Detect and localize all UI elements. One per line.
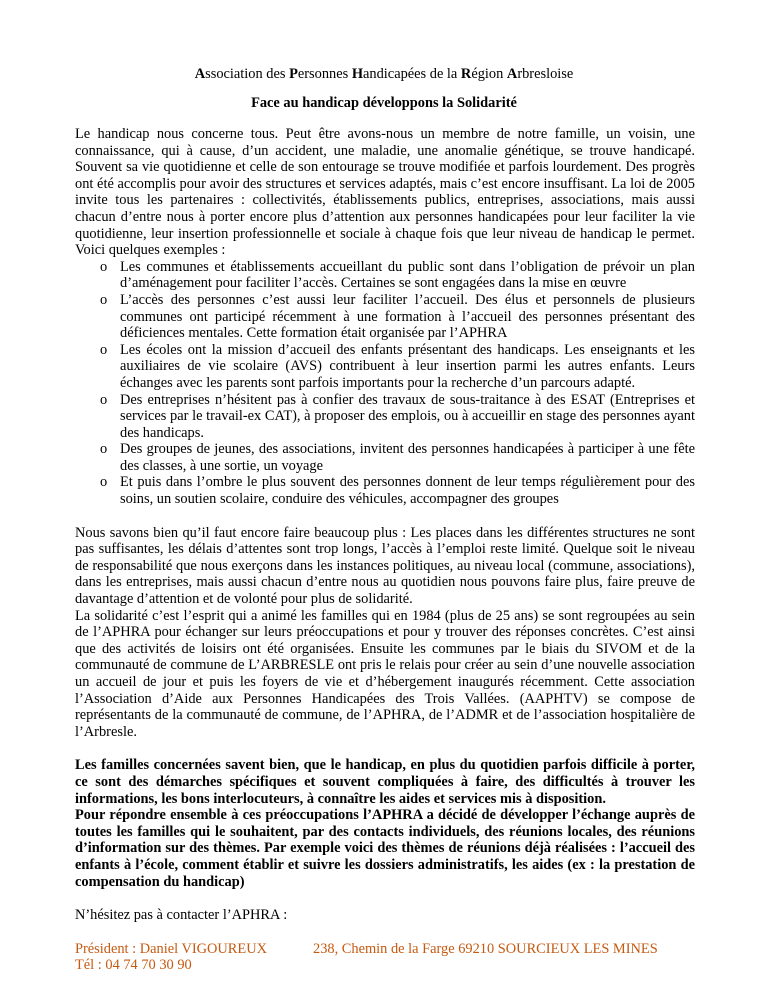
document-body bbox=[75, 126, 695, 975]
org-word-5: rbresloise bbox=[517, 66, 574, 82]
intro-paragraph: Le handicap nous concerne tous. Peut être avons-nous un membre de notre famille, un voisin, une connaissance, qui à cause, d’un accident, une maladie, une anomalie génétique, se trouve handicapé. Souvent sa vie quotidienne et celle de son entourage se trouve modifiée et parfois lourdement. Des progrès ont été accomplis pour avoir des structures et services adaptés, mais c’est encore insuffisant. La loi de 2005 invite tous les partenaires : collectivités, établissements publics, entreprises, associations, mais aussi chacun d’entre nous à porter encore plus d’attention aux personnes handicapées pour leur faciliter la vie quotidienne, leur insertion professionnelle et sociale à chaque fois que leur niveau de handicap le permet. Voici quelques exemples : bbox=[75, 126, 695, 259]
org-word-4: égion bbox=[471, 66, 507, 82]
phone-number: Tél : 04 74 70 30 90 bbox=[75, 957, 192, 974]
example-item: o Et puis dans l’ombre le plus souvent des personnes donnent de leur temps régulièrement pour des soins, un soutien scolaire, conduire des véhicules, accompagner des groupes bbox=[75, 474, 695, 507]
spacer bbox=[75, 890, 695, 907]
org-initial-p: P bbox=[289, 66, 298, 82]
spacer bbox=[75, 508, 695, 525]
org-word-1: ssociation des bbox=[205, 66, 290, 82]
example-item: o Les communes et établissements accueillant du public sont dans l’obligation de prévoir un plan d’aménagement pour faciliter l’accès. Certaines se sont engagées dans la mise en œuvre bbox=[75, 259, 695, 292]
contact-block bbox=[75, 941, 695, 975]
examples-list bbox=[75, 259, 695, 508]
example-item: o Les écoles ont la mission d’accueil des enfants présentant des handicaps. Les enseignants et les auxiliaires de vie scolaire (AVS) contribuent à leur insertion parmi les autres enfants. Leurs échanges avec les parents sont parfois importants pour la recherche d’un parcours adapté. bbox=[75, 342, 695, 392]
org-initial-h: H bbox=[351, 66, 364, 82]
org-initial-a: A bbox=[194, 66, 206, 82]
example-item: o Des groupes de jeunes, des associations, invitent des personnes handicapées à participer à une fête des classes, à une sortie, un voyage bbox=[75, 441, 695, 474]
example-item: o Des entreprises n’hésitent pas à confier des travaux de sous-traitance à des ESAT (Entreprises et services par le travail-ex CAT), à proposer des emplois, ou à accueillir en stage des personnes ayant des handicaps. bbox=[75, 392, 695, 442]
spacer bbox=[75, 740, 695, 757]
org-initial-r: R bbox=[460, 66, 472, 82]
contact-intro: N’hésitez pas à contacter l’APHRA : bbox=[75, 907, 288, 924]
needs-paragraph: Nous savons bien qu’il faut encore faire beaucoup plus : Les places dans les différentes structures ne sont pas suffisantes, les délais d’attentes sont trop longs, l’accès à l’emploi reste limité. Quelque soit le niveau de responsabilité que nous exerçons dans les instances politiques, au niveau local (commune, associations), dans les entreprises, mais aussi chacun d’entre nous au quotidien nous pouvons faire plus, faire preuve de davantage d’attention et de volonté pour plus de solidarité. bbox=[75, 524, 695, 608]
contact-person bbox=[75, 941, 267, 974]
families-paragraph: Les familles concernées savent bien, que le handicap, en plus du quotidien parfois difficile à porter, ce sont des démarches spécifiques et souvent compliquées à faire, des difficultés à trouver les informations, les bons interlocuteurs, à connaître les aides et services mis à disposition. bbox=[75, 757, 695, 807]
org-initial-a2: A bbox=[506, 66, 518, 82]
president-name: Président : Daniel VIGOUREUX bbox=[75, 940, 267, 957]
history-paragraph: La solidarité c’est l’esprit qui a animé les familles qui en 1984 (plus de 25 ans) se sont regroupées au sein de l’APHRA pour échanger sur leurs préoccupations et pour y trouver des réponses concrètes. C’est ainsi que des activités de loisirs ont été organisées. Ensuite les communes par le biais du SIVOM et de la communauté de commune de L’ARBRESLE ont pris le relais pour créer au sein d’une nouvelle association un accueil de jour et puis les foyers de vie et d’hébergement inaugurés récemment. Cette association l’Association d’Aide aux Personnes Handicapées des Trois Vallées. (AAPHTV) se compose de représentants de la communauté de commune, de l’APHRA, de l’ADMR et de l’association hospitalière de l’Arbresle. bbox=[75, 607, 695, 740]
document-subtitle: Face au handicap développons la Solidarité bbox=[251, 95, 517, 111]
postal-address: 238, Chemin de la Farge 69210 SOURCIEUX LES MINES bbox=[313, 940, 658, 957]
aphra-action-paragraph: Pour répondre ensemble à ces préoccupations l’APHRA a décidé de développer l’échange auprès de toutes les familles qui le souhaitent, par des contacts individuels, des réunions locales, des réunions d’information sur des thèmes. Par exemple voici des thèmes de réunions déjà réalisées : l’accueil des enfants à l’école, comment établir et suivre les dossiers administratifs, les aides (ex : la prestation de compensation du handicap) bbox=[75, 807, 695, 890]
org-word-2: ersonnes bbox=[297, 66, 352, 82]
org-word-3: andicapées de la bbox=[363, 66, 461, 82]
example-item: o L’accès des personnes c’est aussi leur faciliter l’accueil. Des élus et personnels de plusieurs communes ont participé récemment à une formation à l’accueil des personnes présentant des déficiences mentales. Cette formation était organisée par l’APHRA bbox=[75, 292, 695, 342]
spacer bbox=[75, 924, 695, 941]
organization-name bbox=[0, 66, 768, 83]
